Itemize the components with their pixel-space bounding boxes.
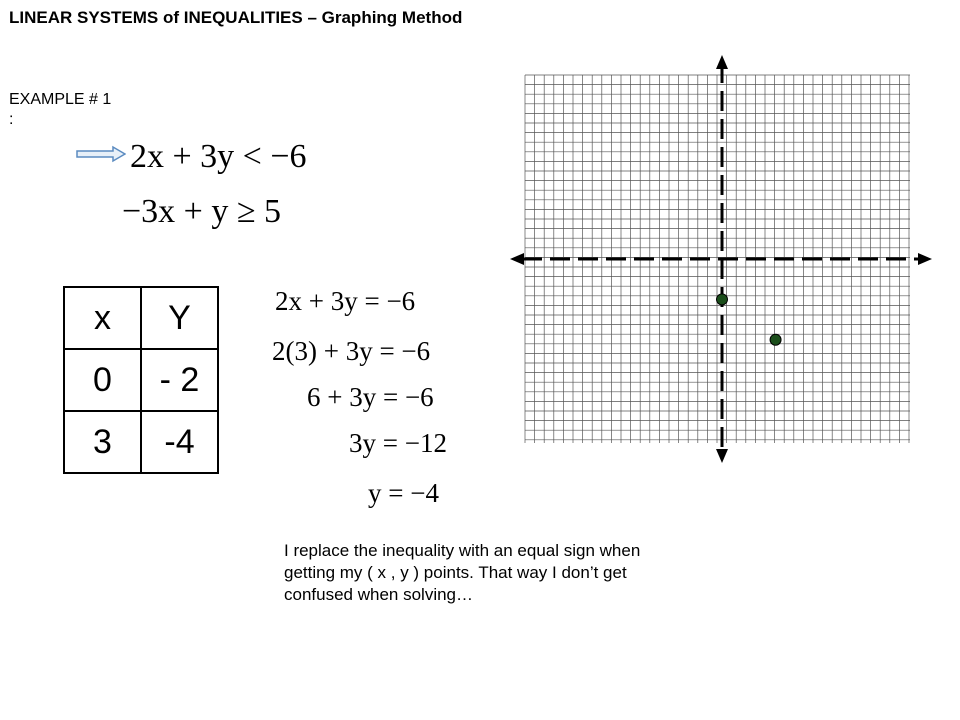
xy-table [63,286,219,474]
work-step-3: 6 + 3y = −6 [307,382,434,412]
table-header-row [64,287,218,349]
example-label-line2: : [9,111,14,128]
table-cell: 0 [64,349,141,411]
y-axis-up-arrow-icon [716,55,728,69]
table-row [64,411,218,473]
plotted-point [770,334,781,345]
table-cell: -4 [141,411,218,473]
table-cell: 3 [64,411,141,473]
inequality-1: 2x + 3y < −6 [130,138,307,175]
explanation-note: I replace the inequality with an equal sign when getting my ( x , y ) points. That way I don’t get confused when solving… [284,541,641,604]
example-label-line1: EXAMPLE # 1 [9,91,112,108]
plotted-point [717,294,728,305]
right-arrow-icon [76,145,126,163]
y-axis-down-arrow-icon [716,449,728,463]
example-label [9,90,111,130]
table-header-y: Y [141,287,218,349]
page-title: LINEAR SYSTEMS of INEQUALITIES – Graphing Method [9,8,463,27]
table-header-x: x [64,287,141,349]
work-step-5: y = −4 [368,478,439,508]
work-step-4: 3y = −12 [349,428,447,458]
table-cell: - 2 [141,349,218,411]
x-axis-right-arrow-icon [918,253,932,265]
inequality-2: −3x + y ≥ 5 [122,193,282,230]
x-axis-left-arrow-icon [510,253,524,265]
work-step-1: 2x + 3y = −6 [275,286,416,316]
work-step-2: 2(3) + 3y = −6 [272,336,431,366]
table-row [64,349,218,411]
coordinate-grid [510,55,940,465]
